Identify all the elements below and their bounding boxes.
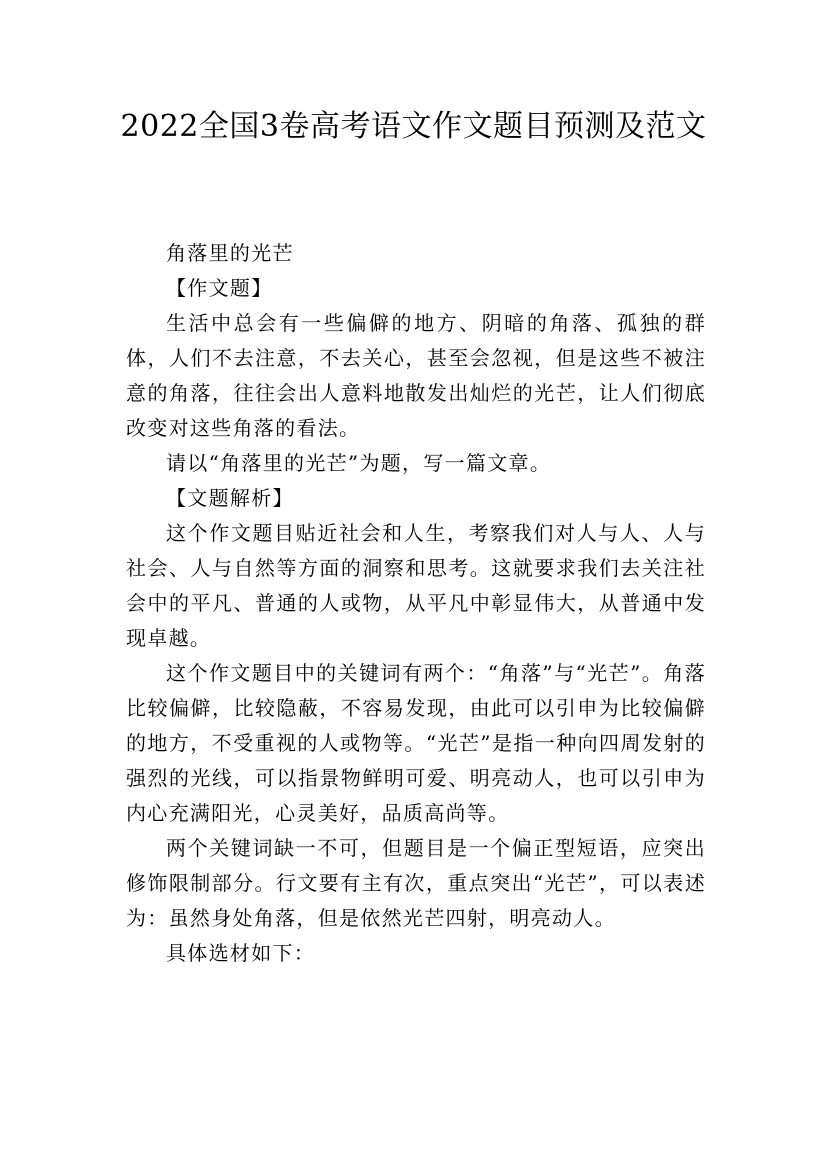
prompt-paragraph: 生活中总会有一些偏僻的地方、阴暗的角落、孤独的群体，人们不去注意，不去关心，甚至会忽视，但是这些不被注意的角落，往往会出人意料地散发出灿烂的光芒，让人们彻底改变对这些角落的看法。 <box>126 311 706 440</box>
essay-topic-title: 角落里的光芒 <box>166 241 294 265</box>
document-title: 2022全国3卷高考语文作文题目预测及范文 <box>120 109 707 144</box>
section-heading-prompt: 【作文题】 <box>166 276 273 300</box>
prompt-instruction: 请以“角落里的光芒”为题，写一篇文章。 <box>166 451 552 475</box>
section-heading-analysis: 【文题解析】 <box>166 486 294 510</box>
analysis-paragraph-3: 两个关键词缺一不可，但题目是一个偏正型短语，应突出修饰限制部分。行文要有主有次，重点突出“光芒”，可以表述为：虽然身处角落，但是依然光芒四射，明亮动人。 <box>126 836 706 930</box>
analysis-paragraph-1: 这个作文题目贴近社会和人生，考察我们对人与人、人与社会、人与自然等方面的洞察和思考。这就要求我们去关注社会中的平凡、普通的人或物，从平凡中彰显伟大，从普通中发现卓越。 <box>126 521 706 650</box>
analysis-paragraph-4: 具体选材如下： <box>166 941 316 965</box>
document-body <box>126 236 706 971</box>
analysis-paragraph-2: 这个作文题目中的关键词有两个：“角落”与“光芒”。角落比较偏僻，比较隐蔽，不容易发现，由此可以引申为比较偏僻的地方，不受重视的人或物等。“光芒”是指一种向四周发射的强烈的光线，可以指景物鲜明可爱、明亮动人，也可以引申为内心充满阳光，心灵美好，品质高尚等。 <box>126 661 706 825</box>
